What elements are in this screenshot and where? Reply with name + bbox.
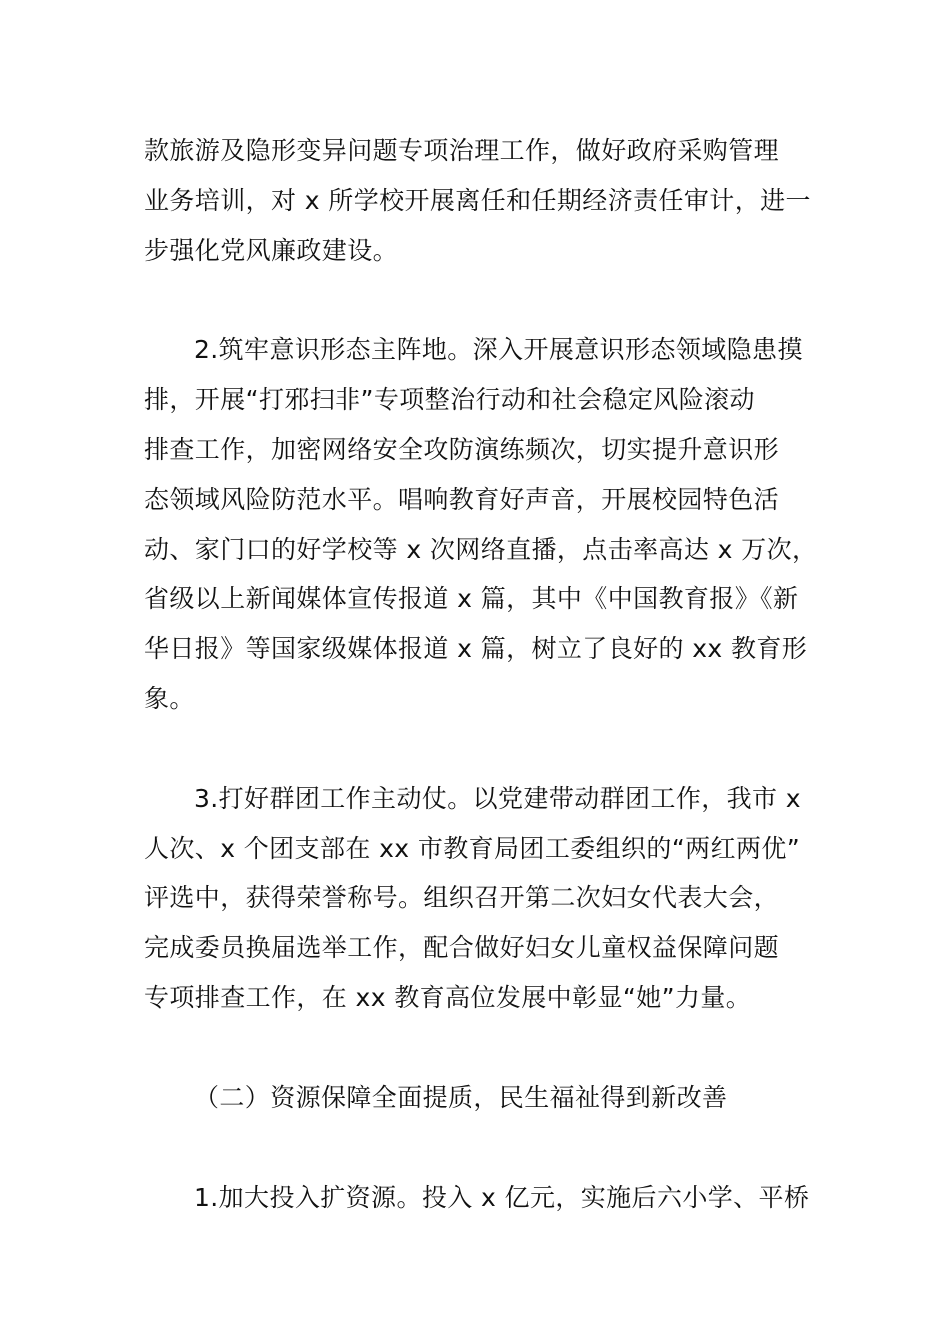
paragraph-mass-organization xyxy=(144,774,808,1023)
text-line: 3.打好群团工作主动仗。以党建带动群团工作，我市 x xyxy=(194,783,801,813)
text-line: 1.加大投入扩资源。投入 x 亿元，实施后六小学、平桥 xyxy=(194,1182,810,1212)
paragraph-ideology-front xyxy=(144,325,818,723)
paragraph-gap xyxy=(144,1123,808,1173)
text-line: 象。 xyxy=(144,683,195,713)
paragraph-continued xyxy=(144,126,811,275)
paragraph-gap xyxy=(144,275,808,325)
text-line: 人次、x 个团支部在 xx 市教育局团工委组织的“两红两优” xyxy=(144,833,801,863)
text-line: 排，开展“打邪扫非”专项整治行动和社会稳定风险滚动 xyxy=(144,385,755,415)
text-line: 专项排查工作，在 xx 教育高位发展中彰显“她”力量。 xyxy=(144,982,752,1012)
text-line: 款旅游及隐形变异问题专项治理工作，做好政府采购管理 xyxy=(144,136,780,165)
text-line: 业务培训，对 x 所学校开展离任和任期经济责任审计，进一 xyxy=(144,185,811,215)
text-line: 步强化党风廉政建设。 xyxy=(144,235,399,265)
paragraph-gap xyxy=(144,724,808,774)
text-line: 省级以上新闻媒体宣传报道 x 篇，其中《中国教育报》《新 xyxy=(144,584,799,614)
text-line: 动、家门口的好学校等 x 次网络直播，点击率高达 x 万次， xyxy=(144,534,818,564)
text-line: 评选中，获得荣誉称号。组织召开第二次妇女代表大会， xyxy=(144,883,780,913)
paragraph-expand-resources xyxy=(144,1173,808,1223)
text-line: 排查工作，加密网络安全攻防演练频次，切实提升意识形 xyxy=(144,434,780,464)
section-heading-text: （二）资源保障全面提质，民生福祉得到新改善 xyxy=(194,1082,728,1112)
text-line: 2.筑牢意识形态主阵地。深入开展意识形态领域隐患摸 xyxy=(194,335,803,365)
text-line: 态领域风险防范水平。唱响教育好声音，开展校园特色活 xyxy=(144,484,780,514)
document-body xyxy=(144,126,818,1222)
text-line: 华日报》等国家级媒体报道 x 篇，树立了良好的 xx 教育形 xyxy=(144,634,808,664)
text-line: 完成委员换届选举工作，配合做好妇女儿童权益保障问题 xyxy=(144,933,780,963)
section-heading xyxy=(144,1073,808,1123)
paragraph-gap xyxy=(144,1023,808,1073)
